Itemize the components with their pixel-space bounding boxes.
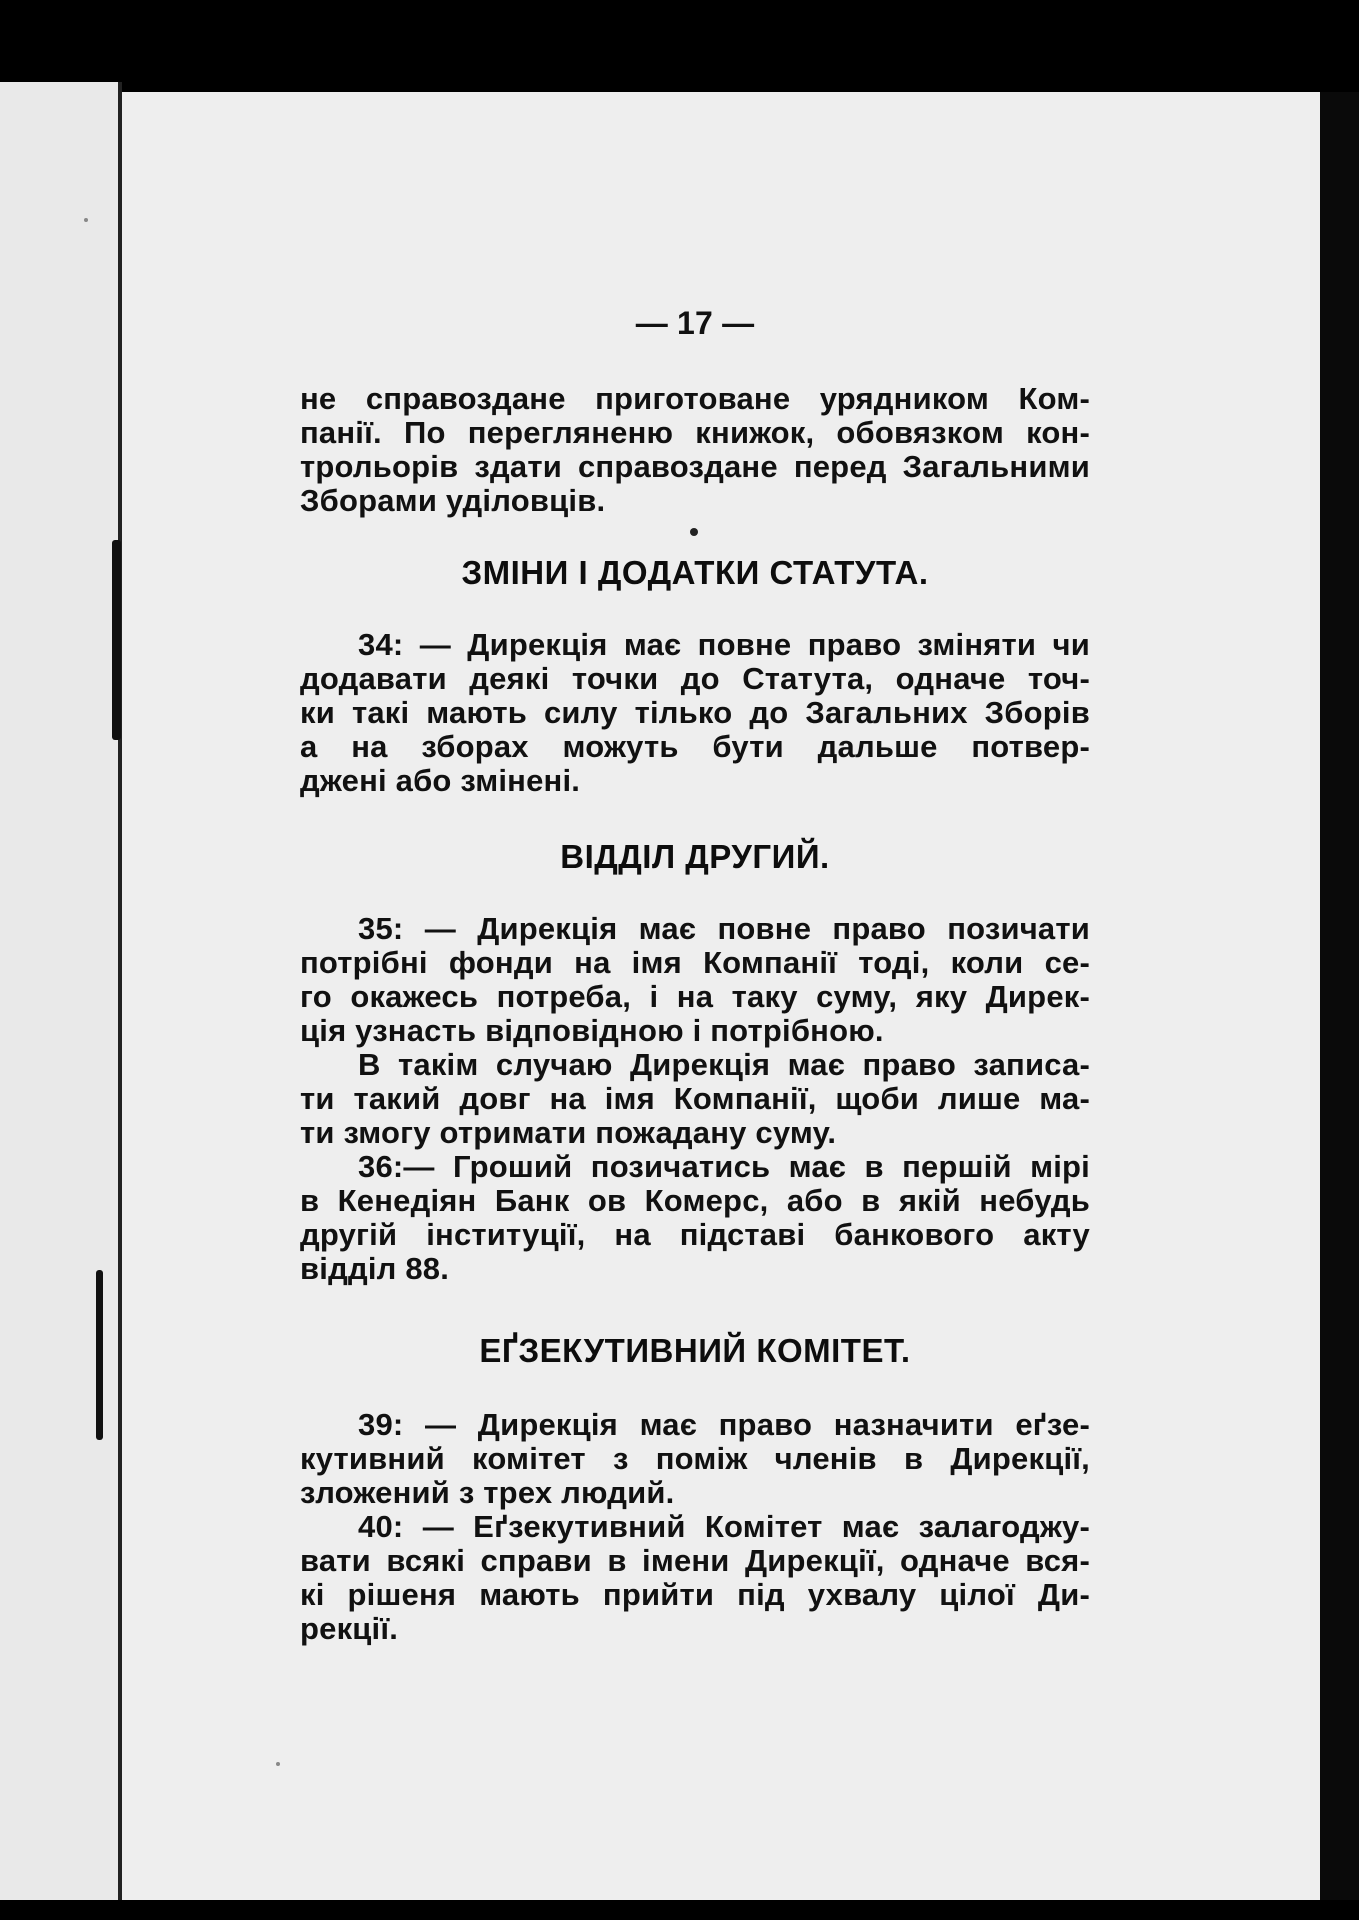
text-line: ти змогу отримати пожадану суму.	[300, 1115, 837, 1150]
text-line: В такім случаю Дирекція має право записа-	[358, 1047, 1090, 1082]
paragraph-36	[300, 1150, 1090, 1286]
text-line: го окажесь потреба, і на таку суму, яку Дирек-	[300, 979, 1090, 1014]
text-line: кі рішеня мають прийти під ухвалу цілої Ди-	[300, 1577, 1090, 1612]
text-line: додавати деякі точки до Статута, одначе точ-	[300, 661, 1090, 696]
ink-speck	[84, 218, 88, 222]
paragraph-35-continued	[300, 1048, 1090, 1150]
section-heading-statute-changes: ЗМІНИ І ДОДАТКИ СТАТУТА.	[461, 554, 929, 591]
text-line: 40: — Еґзекутивний Комітет має залагоджу-	[358, 1509, 1090, 1544]
text-line: вати всякі справи в імени Дирекції, одначе вся-	[300, 1543, 1090, 1578]
text-line: потрібні фонди на імя Компанії тоді, коли се-	[300, 945, 1090, 980]
facing-page-edge	[0, 82, 122, 1900]
binding-clip-bottom	[96, 1270, 103, 1440]
text-line: ки такі мають силу тілько до Загальних Зборів	[300, 695, 1090, 730]
text-line: 35: — Дирекція має повне право позичати	[358, 911, 1090, 946]
paragraph-35	[300, 912, 1090, 1048]
text-line: трольорів здати справоздане перед Загальними	[300, 449, 1090, 484]
page-number: — 17 —	[635, 305, 755, 341]
text-line: 34: — Дирекція має повне право зміняти чи	[358, 627, 1090, 662]
text-line: ція узнасть відповідною і потрібною.	[300, 1013, 884, 1048]
text-line: зложений з трех людий.	[300, 1475, 675, 1510]
text-line: другій інституції, на підставі банкового акту	[300, 1217, 1090, 1252]
text-line: рекції.	[300, 1611, 399, 1646]
paragraph-39	[300, 1408, 1090, 1510]
section-heading-executive-committee: ЕҐЗЕКУТИВНИЙ КОМІТЕТ.	[479, 1332, 911, 1369]
text-line: 39: — Дирекція має право назначити еґзе-	[358, 1407, 1090, 1442]
text-line: кутивний комітет з поміж членів в Дирекції,	[300, 1441, 1090, 1476]
paragraph-40	[300, 1510, 1090, 1646]
text-line: відділ 88.	[300, 1251, 450, 1286]
section-heading-part-two: ВІДДІЛ ДРУГИЙ.	[560, 838, 830, 875]
text-line: а на зборах можуть бути дальше потвер-	[300, 729, 1090, 764]
text-line: джені або змінені.	[300, 763, 581, 798]
text-line: ти такий довг на імя Компанії, щоби лише ма-	[300, 1081, 1090, 1116]
ink-speck	[690, 528, 698, 536]
text-line: Зборами уділовців.	[300, 483, 606, 518]
page-right-shadow	[1320, 92, 1359, 1900]
text-line: панії. По перегляненю книжок, обовязком кон-	[300, 415, 1090, 450]
intro-paragraph	[300, 382, 1090, 518]
binding-clip-top	[112, 540, 121, 740]
text-line: 36:— Гроший позичатись має в першій мірі	[358, 1149, 1090, 1184]
text-line: в Кенедіян Банк ов Комерс, або в якій небудь	[300, 1183, 1090, 1218]
paragraph-34	[300, 628, 1090, 798]
text-line: не справоздане приготоване урядником Ком-	[300, 381, 1090, 416]
ink-speck	[276, 1762, 280, 1766]
